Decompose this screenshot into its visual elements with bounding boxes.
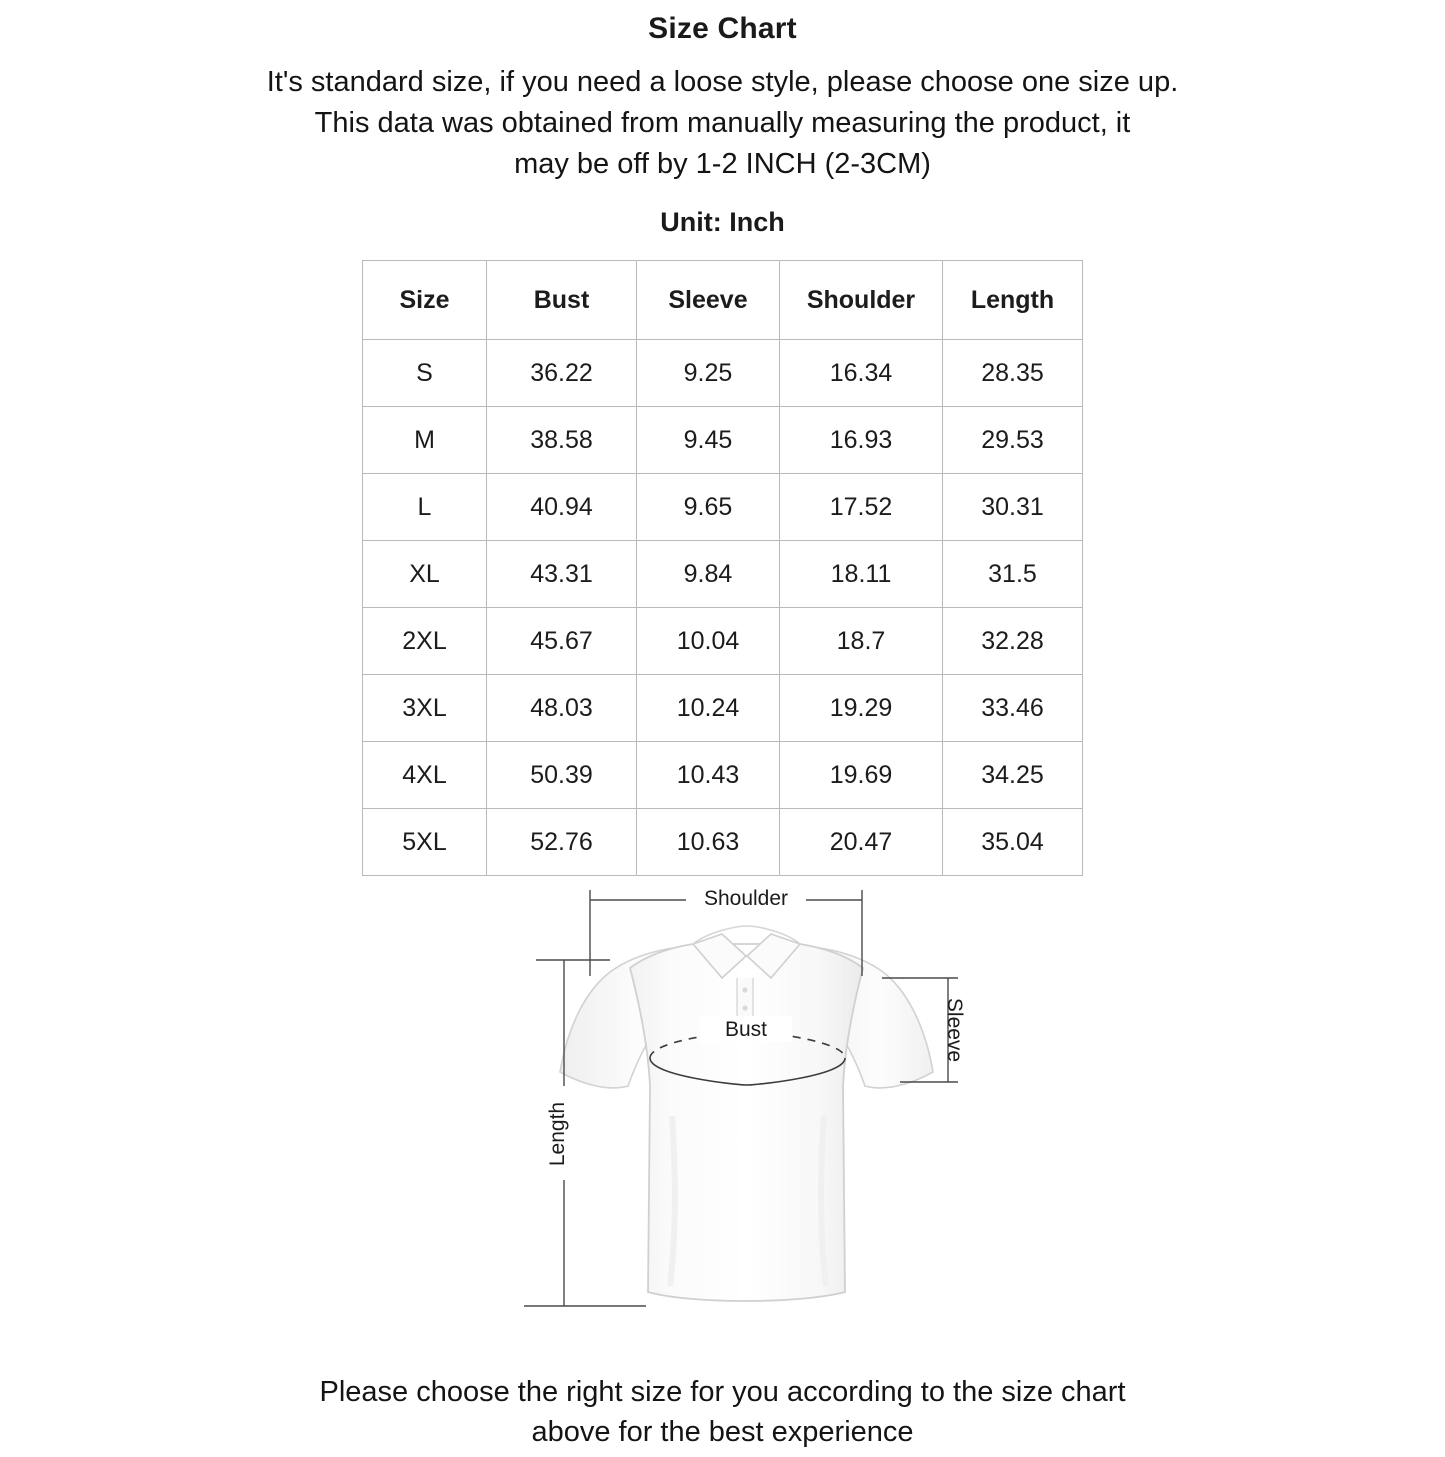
- cell-length: 31.5: [943, 541, 1083, 608]
- table-header-row: [363, 261, 1083, 340]
- table-row: [363, 340, 1083, 407]
- cell-length: 33.46: [943, 675, 1083, 742]
- cell-bust: 50.39: [487, 742, 637, 809]
- size-table: [362, 260, 1083, 876]
- cell-sleeve: 9.65: [637, 474, 780, 541]
- cell-size: S: [363, 340, 487, 407]
- cell-sleeve: 10.43: [637, 742, 780, 809]
- cell-shoulder: 16.93: [780, 407, 943, 474]
- cell-length: 32.28: [943, 608, 1083, 675]
- table-row: [363, 541, 1083, 608]
- cell-sleeve: 9.45: [637, 407, 780, 474]
- cell-size: XL: [363, 541, 487, 608]
- size-table-wrapper: [0, 260, 1445, 876]
- cell-bust: 52.76: [487, 809, 637, 876]
- cell-sleeve: 9.25: [637, 340, 780, 407]
- table-row: [363, 675, 1083, 742]
- size-chart-page: [0, 12, 1445, 1457]
- column-header-bust: Bust: [487, 261, 637, 340]
- intro-line-1: It's standard size, if you need a loose style, please choose one size up.: [266, 66, 1179, 98]
- cell-size: 5XL: [363, 809, 487, 876]
- footer-line-2: above for the best experience: [531, 1416, 914, 1448]
- table-row: [363, 809, 1083, 876]
- cell-size: 3XL: [363, 675, 487, 742]
- measurement-diagram: [0, 886, 1445, 1366]
- cell-size: 4XL: [363, 742, 487, 809]
- column-header-size: Size: [363, 261, 487, 340]
- bust-label: Bust: [724, 1018, 768, 1041]
- intro-line-3: may be off by 1-2 INCH (2-3CM): [514, 148, 931, 180]
- cell-length: 28.35: [943, 340, 1083, 407]
- cell-sleeve: 10.63: [637, 809, 780, 876]
- cell-length: 29.53: [943, 407, 1083, 474]
- table-row: [363, 742, 1083, 809]
- cell-bust: 36.22: [487, 340, 637, 407]
- cell-shoulder: 19.69: [780, 742, 943, 809]
- cell-sleeve: 9.84: [637, 541, 780, 608]
- cell-bust: 48.03: [487, 675, 637, 742]
- cell-shoulder: 18.7: [780, 608, 943, 675]
- cell-bust: 43.31: [487, 541, 637, 608]
- cell-size: L: [363, 474, 487, 541]
- polo-shirt-illustration: [560, 926, 933, 1301]
- cell-bust: 45.67: [487, 608, 637, 675]
- column-header-length: Length: [943, 261, 1083, 340]
- table-row: [363, 407, 1083, 474]
- cell-shoulder: 17.52: [780, 474, 943, 541]
- cell-sleeve: 10.04: [637, 608, 780, 675]
- page-title: Size Chart: [648, 12, 797, 45]
- column-header-shoulder: Shoulder: [780, 261, 943, 340]
- cell-shoulder: 18.11: [780, 541, 943, 608]
- cell-bust: 38.58: [487, 407, 637, 474]
- footer-line-1: Please choose the right size for you according to the size chart: [319, 1376, 1126, 1408]
- table-row: [363, 474, 1083, 541]
- shoulder-label: Shoulder: [703, 887, 789, 910]
- footer-text: [0, 1372, 1445, 1452]
- length-label: Length: [546, 1101, 569, 1167]
- intro-line-2: This data was obtained from manually measuring the product, it: [314, 107, 1131, 139]
- cell-size: 2XL: [363, 608, 487, 675]
- cell-shoulder: 19.29: [780, 675, 943, 742]
- cell-size: M: [363, 407, 487, 474]
- cell-shoulder: 20.47: [780, 809, 943, 876]
- intro-text: [0, 62, 1445, 185]
- unit-label: Unit: Inch: [660, 207, 785, 237]
- cell-shoulder: 16.34: [780, 340, 943, 407]
- cell-bust: 40.94: [487, 474, 637, 541]
- cell-length: 35.04: [943, 809, 1083, 876]
- cell-sleeve: 10.24: [637, 675, 780, 742]
- cell-length: 34.25: [943, 742, 1083, 809]
- table-row: [363, 608, 1083, 675]
- sleeve-label: Sleeve: [943, 997, 966, 1063]
- column-header-sleeve: Sleeve: [637, 261, 780, 340]
- cell-length: 30.31: [943, 474, 1083, 541]
